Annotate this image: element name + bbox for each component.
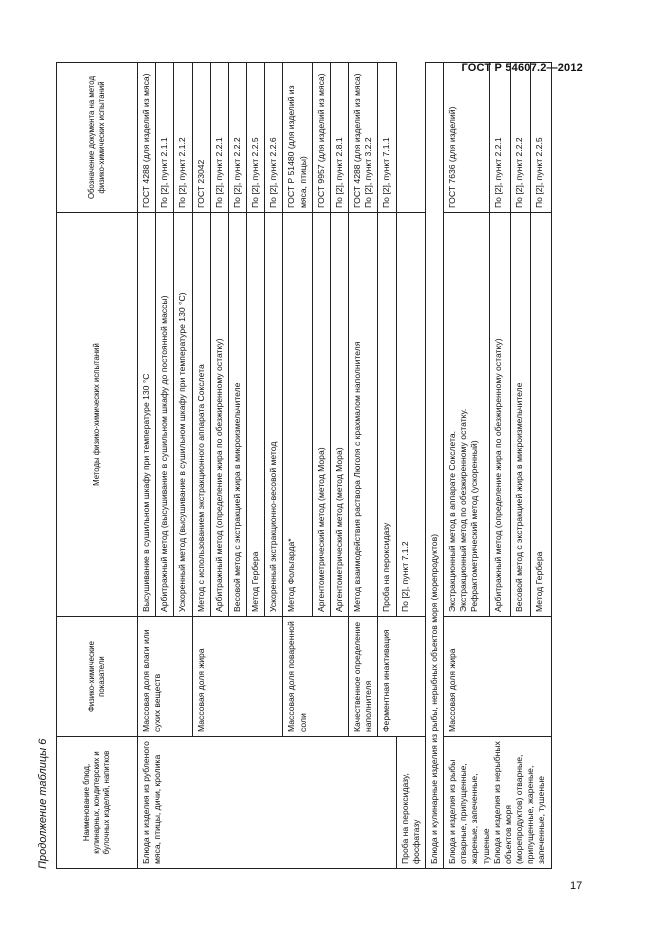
document-cell: ГОСТ 4288 (для изделий из мяса): [138, 63, 156, 213]
rotated-table-page: [36, 63, 596, 869]
column-header-product: Наименование блюд, кулинарных, кондитерских и булочных изделий, напитков: [57, 737, 138, 869]
document-cell: По [2], пункт 7.1.2: [396, 213, 425, 617]
document-cell: По [2], пункт 2.2.5: [531, 63, 552, 213]
document-cell: По [2], пункт 2.1.2: [174, 63, 192, 213]
method-cell: Весовой метод с экстракцией жира в микроизмельчителе: [510, 213, 531, 617]
method-cell: Метод с использованием экстракционного аппарата Сокслета: [192, 213, 210, 617]
indicator-cell: Массовая доля жира: [192, 617, 283, 737]
table-row: [444, 63, 490, 869]
method-cell: Аргентометрический метод (метод Мора): [330, 213, 348, 617]
table-header-row: [57, 63, 138, 869]
document-cell: По [2], пункт 2.2.2: [510, 63, 531, 213]
indicator-cell: Массовая доля поваренной соли: [283, 617, 349, 737]
document-cell: ГОСТ 9957 (для изделий из мяса): [312, 63, 330, 213]
document-code: ГОСТ Р 54607.2—2012: [461, 62, 583, 74]
document-cell: По [2], пункт 2.2.1: [489, 63, 510, 213]
method-cell: Проба на пероксидазу, фосфатазу: [396, 737, 425, 869]
method-cell: Экстракционный метод в аппарате Сокслета. Экстракционный метод по обезжиренному остатку. Рефрактометрический метод (ускоренный): [444, 213, 490, 617]
page-number: 17: [570, 880, 583, 892]
document-cell: ГОСТ Р 51480 (для изделий из мяса, птицы): [283, 63, 312, 213]
method-cell: Высушивание в сушильном шкафу при температуре 130 °С: [138, 213, 156, 617]
table-caption: Продолжение таблицы 6: [37, 738, 49, 869]
indicator-cell: Качественное определение наполнителя: [349, 617, 378, 737]
document-cell: По [2], пункт 2.2.6: [265, 63, 283, 213]
indicator-cell: Ферментная инактивация: [378, 617, 426, 737]
method-cell: Метод Фольгарда*: [283, 213, 312, 617]
indicator-cell: Массовая доля жира: [444, 617, 552, 737]
section-title: Блюда и кулинарные изделия из рыбы, нерыбных объектов моря (морепродуктов): [425, 63, 443, 869]
document-cell: По [2], пункт 2.2.1: [210, 63, 228, 213]
document-cell: По [2], пункт 7.1.1: [378, 63, 396, 213]
column-header-indicator: Физико-химические показатели: [57, 617, 138, 737]
section-row: [425, 63, 443, 869]
product-cell: Блюда и изделия из рубленого мяса, птицы, дичи, кролика: [138, 737, 397, 869]
method-cell: Ускоренный метод (высушивание в сушильном шкафу при температуре 130 °С): [174, 213, 192, 617]
column-header-method: Методы физико-химических испытаний: [57, 213, 138, 617]
method-cell: Арбитражный метод (определение жира по обезжиренному остатку): [210, 213, 228, 617]
document-cell: ГОСТ 23042: [192, 63, 210, 213]
method-cell: Метод Гербера: [247, 213, 265, 617]
document-cell: ГОСТ 7636 (для изделий): [444, 63, 490, 213]
column-header-document: Обозначение документа на метод физико-химических испытаний: [57, 63, 138, 213]
method-cell: Ускоренный экстракционно-весовой метод: [265, 213, 283, 617]
indicator-cell: Массовая доля влаги или сухих веществ: [138, 617, 193, 737]
document-cell: ГОСТ 4288 (для изделий из мяса) По [2], пункт 3.2.2: [349, 63, 378, 213]
document-cell: По [2], пункт 2.2.2: [228, 63, 246, 213]
method-cell: Метод взаимодействия раствора Люголя с крахмалом наполнителя: [349, 213, 378, 617]
method-cell: Арбитражный метод (определение жира по обезжиренному остатку): [489, 213, 510, 617]
document-cell: По [2], пункт 2.2.5: [247, 63, 265, 213]
method-cell: Метод Гербера: [531, 213, 552, 617]
method-cell: Проба на пероксидазу: [378, 213, 396, 617]
table-row: [396, 63, 425, 869]
methods-table: [56, 62, 552, 869]
document-cell: По [2], пункт 2.1.1: [156, 63, 174, 213]
method-cell: Арбитражный метод (высушивание в сушильном шкафу до постоянной массы): [156, 213, 174, 617]
product-cell: Блюда и изделия из рыбы отварные, припущенные, жареные, запеченные, тушеные Блюда и изделия из нерыбных объектов моря (морепродуктов) отварные, припущенные, жареные, запеченные, тушеные: [444, 737, 552, 869]
table-row: [138, 63, 156, 869]
method-cell: Аргентометрический метод (метод Мора): [312, 213, 330, 617]
method-cell: Весовой метод с экстракцией жира в микроизмельчителе: [228, 213, 246, 617]
document-cell: По [2], пункт 2.8.1: [330, 63, 348, 213]
